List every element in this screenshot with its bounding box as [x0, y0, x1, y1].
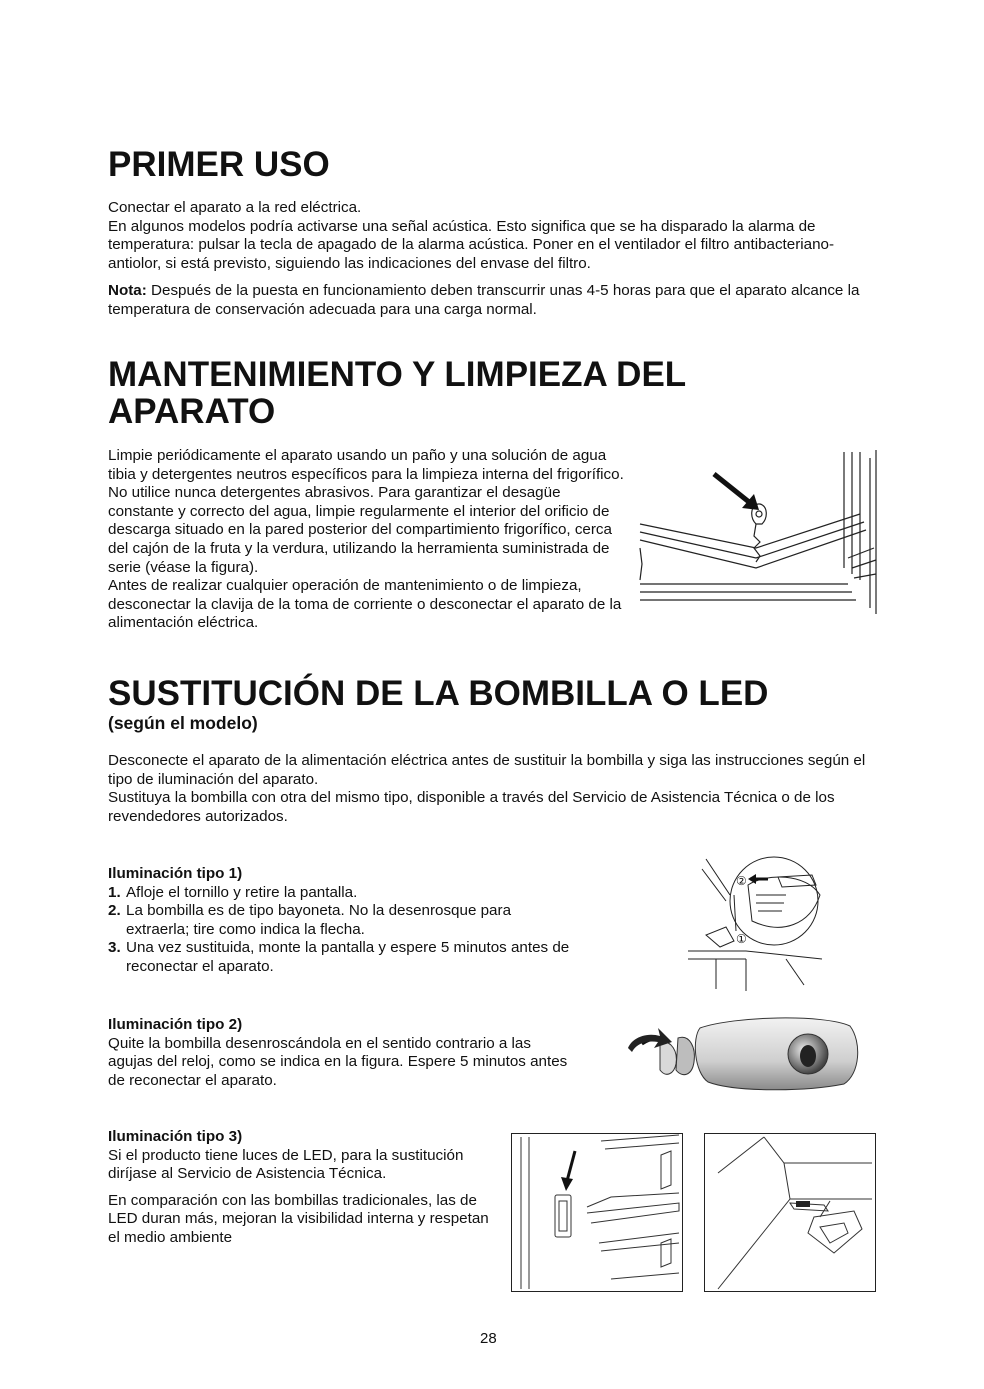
drain-cleaning-illustration	[638, 448, 878, 614]
type-1-heading: Iluminación tipo 1)	[108, 865, 243, 882]
title-line-2: APARATO	[108, 392, 276, 431]
mantenimiento-body	[108, 447, 624, 633]
step-text: Una vez sustituida, monte la pantalla y espere 5 minutos antes de reconectar el aparato.	[126, 939, 570, 975]
step-text: La bombilla es de tipo bayoneta. No la desenrosque para extraerla; tire como indica la flecha.	[126, 902, 512, 938]
sustitucion-paragraph-2: Sustituya la bombilla con otra del mismo tipo, disponible a través del Servicio de Asistencia Técnica o de los revendedores autorizados.	[108, 789, 835, 825]
primer-uso-paragraph-2: En algunos modelos podría activarse una señal acústica. Esto significa que se ha disparado la alarma de temperatura: pulsar la tecla de apagado de la alarma acústica. Poner en el ventilador el filtro antibacteriano-antiolor, si está previsto, siguiendo las indicaciones del envase del filtro.	[108, 217, 835, 272]
lighting-type-3	[108, 1128, 493, 1248]
lighting-type-2	[108, 1016, 572, 1090]
type-3-heading: Iluminación tipo 3)	[108, 1128, 243, 1145]
primer-uso-note	[108, 282, 878, 319]
title-line-1: MANTENIMIENTO Y LIMPIEZA DEL	[108, 355, 687, 394]
section-title-mantenimiento	[108, 356, 686, 430]
section-title-primer-uso: PRIMER USO	[108, 145, 330, 184]
led-interior-illustration	[511, 1133, 683, 1292]
sustitucion-body	[108, 752, 878, 826]
primer-uso-paragraph-1: Conectar el aparato a la red eléctrica.	[108, 199, 362, 216]
section-title-sustitucion: SUSTITUCIÓN DE LA BOMBILLA O LED	[108, 674, 769, 713]
led-ceiling-illustration	[704, 1133, 876, 1292]
figure-mark-2: ②	[736, 874, 747, 888]
bulb-type-2-illustration	[624, 1012, 860, 1096]
bulb-type-1-illustration	[686, 855, 846, 995]
type-2-text: Quite la bombilla desenroscándola en el sentido contrario a las agujas del reloj, como se indica en la figura. Espere 5 minutos antes de reconectar el aparato.	[108, 1034, 568, 1089]
section-subtitle: (según el modelo)	[108, 713, 258, 733]
step-number: 2.	[108, 902, 121, 920]
type-3-paragraph-1: Si el producto tiene luces de LED, para la sustitución diríjase al Servicio de Asistencia Técnica.	[108, 1146, 464, 1183]
list-item	[108, 939, 578, 976]
list-item	[108, 902, 578, 939]
note-label: Nota:	[108, 282, 147, 300]
type-2-heading: Iluminación tipo 2)	[108, 1016, 243, 1033]
primer-uso-body	[108, 199, 878, 320]
figure-mark-1: ①	[736, 932, 747, 946]
step-number: 1.	[108, 883, 121, 901]
list-item	[108, 884, 578, 903]
page-number: 28	[480, 1330, 497, 1347]
type-3-paragraph-2: En comparación con las bombillas tradicionales, las de LED duran más, mejoran la visibilidad interna y respetan el medio ambiente	[108, 1191, 489, 1246]
sustitucion-paragraph-1: Desconecte el aparato de la alimentación eléctrica antes de sustituir la bombilla y siga las instrucciones según el tipo de iluminación del aparato.	[108, 752, 866, 788]
mantenimiento-paragraph-2: Antes de realizar cualquier operación de mantenimiento o de limpieza, desconectar la clavija de la toma de corriente o desconectar el aparato de la alimentación eléctrica.	[108, 577, 622, 632]
lighting-type-1	[108, 865, 578, 977]
note-text: Después de la puesta en funcionamiento deben transcurrir unas 4-5 horas para que el aparato alcance la temperatura de conservación adecuada para una carga normal.	[108, 282, 860, 318]
mantenimiento-paragraph-1: Limpie periódicamente el aparato usando un paño y una solución de agua tibia y detergentes neutros específicos para la limpieza interna del frigorífico. No utilice nunca detergentes abrasivos. Para garantizar el desagüe constante y correcto del agua, limpie regularmente el interior del orificio de descarga situado en la pared posterior del compartimiento frigorífico, cerca del cajón de la fruta y la verdura, utilizando la herramienta suministrada de serie (véase la figura).	[108, 447, 624, 576]
step-text: Afloje el tornillo y retire la pantalla.	[126, 883, 358, 901]
step-number: 3.	[108, 939, 121, 957]
